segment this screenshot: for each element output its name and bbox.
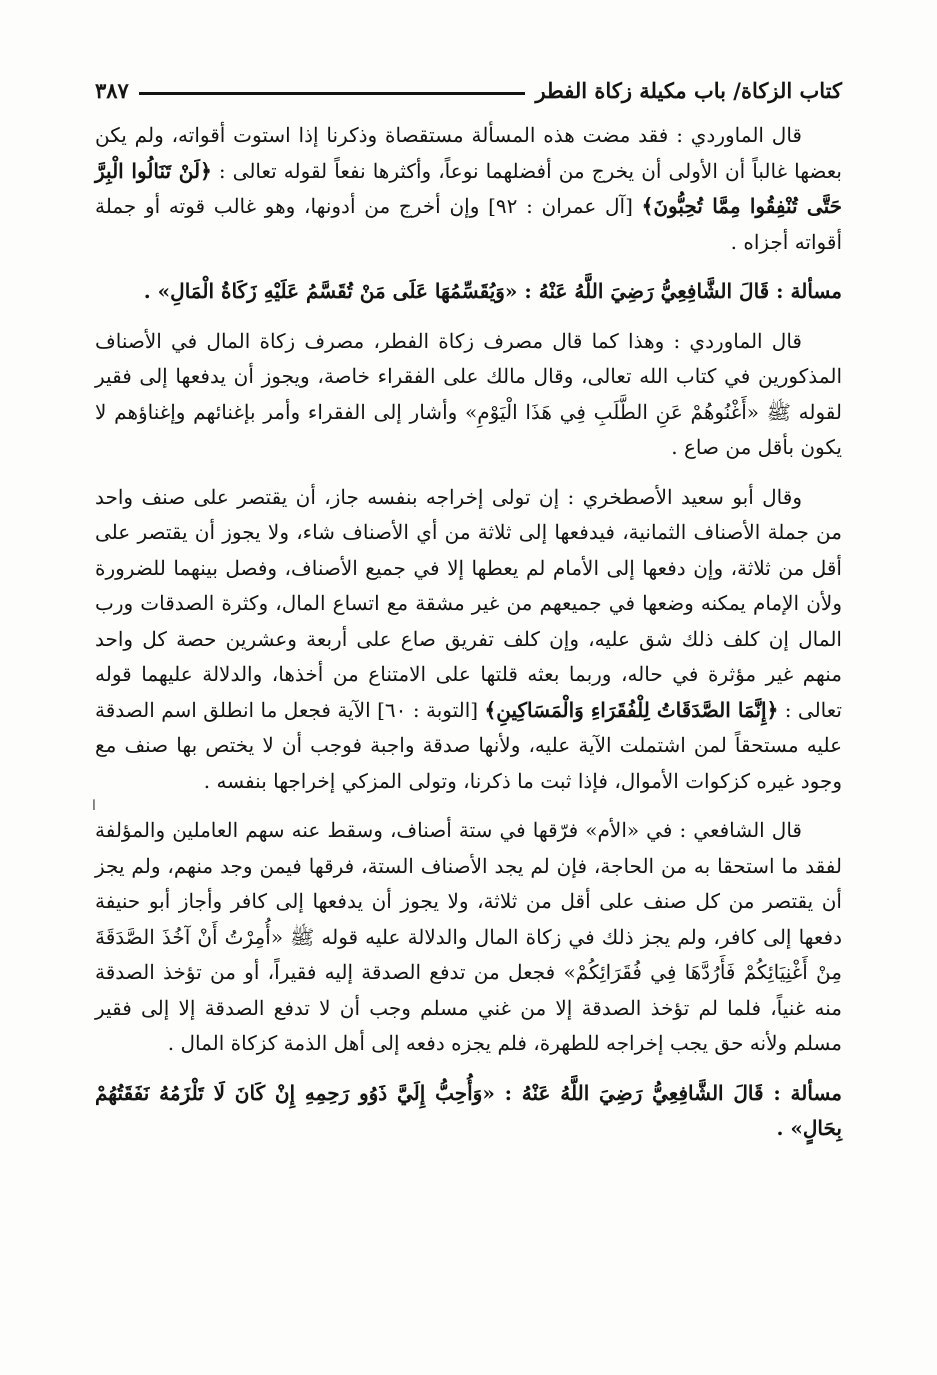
quoted-text: ﴿لَنْ تَنَالُوا الْبِرَّ حَتَّى تُنْفِقُوا مِمَّا تُحِبُّونَ﴾: [95, 158, 842, 218]
page-body: [95, 118, 842, 1147]
text-paragraph: [95, 813, 842, 1062]
text-paragraph: [95, 324, 842, 466]
masala-paragraph: [95, 1076, 842, 1147]
paragraph-text: [آل عمران : ٩٢] وإن أخرج من أدونها، وهو غالب قوته أو جملة أقواته أجزاه .: [95, 194, 842, 254]
quoted-text: ﴿إِنَّمَا الصَّدَقَاتُ لِلْفُقَرَاءِ وَالْمَسَاكِينِ﴾: [484, 697, 779, 722]
masala-paragraph: [95, 274, 842, 310]
paragraph-text: قال الشافعي : في «الأم» فرّقها في ستة أصناف، وسقط عنه سهم العاملين والمؤلفة لفقد ما استحقا به من الحاجة، فإن لم يجد الأصناف الستة، فرقها فيمن وجد منهم، ولم يجز أن يقتصر من كل صنف على أقل من ثلاثة، ولا يجوز أن يدفعها إلى كافر وأجاز أبو حنيفة دفعها إلى كافر، ولم يجز ذلك في زكاة المال والدلالة عليه قوله ﷺ «أُمِرْتُ أَنْ آخُذَ الصَّدَقَةَ مِنْ أَغْنِيَائِكُمْ فَأَرُدَّهَا فِي فُقَرَائِكُمْ» فجعل من تدفع الصدقة إليه فقيراً، أو من تؤخذ الصدقة منه غنياً، فلما لم تؤخذ الصدقة إلا من غني مسلم وجب أن لا تدفع الصدقة إلا إلى فقير مسلم ولأنه حق يجب إخراجه للطهرة، فلم يجزه دفعه إلى أهل الذمة كزكاة المال .: [95, 818, 842, 1055]
text-paragraph: [95, 118, 842, 260]
paragraph-text: [التوبة : ٦٠] الآية فجعل ما انطلق اسم الصدقة عليه مستحقاً لمن اشتملت الآية عليه، ولأنها صدقة واجبة فوجب أن لا يختص بها صنف مع وجود غيره كزكوات الأموال، فإذا ثبت ما ذكرنا، وتولى المزكي إخراجها بنفسه .: [95, 697, 843, 793]
paragraph-text: قال الماوردي : فقد مضت هذه المسألة مستقصاة وذكرنا إذا استوت أقواته، ولم يكن بعضها غالباً أن الأولى أن يخرج من أفضلهما نوعاً، وأكثرها نفعاً لقوله تعالى :: [95, 123, 842, 183]
masala-label: مسألة :: [763, 1080, 842, 1105]
quoted-text: قَالَ الشَّافِعِيُّ رَضِيَ اللَّهُ عَنْهُ : «وَيُقَسِّمُهَا عَلَى مَنْ تُقَسَّمُ عَلَيْهِ زَكَاةُ الْمَالِ» .: [143, 279, 770, 303]
chapter-title: كتاب الزكاة/ باب مكيلة زكاة الفطر: [535, 77, 842, 103]
text-paragraph: [95, 480, 842, 800]
running-header: [95, 70, 842, 110]
masala-label: مسألة :: [769, 279, 842, 303]
margin-mark: ا: [92, 798, 96, 814]
page-number: ٣٨٧: [95, 77, 129, 103]
header-rule: [139, 92, 526, 95]
paragraph-text: وقال أبو سعيد الأصطخري : إن تولى إخراجه بنفسه جاز، أن يقتصر على صنف واحد من جملة الأصناف الثمانية، فيدفعها إلى ثلاثة من أي الأصناف شاء، ولا يجوز أن يقتصر على أقل من ثلاثة، وإن دفعها إلى الأمام لم يعطها إلا في جميع الأصناف، وفصل بينهما للضرورة ولأن الإمام يمكنه وضعها في جميعهم من غير مشقة مع اتساع المال، وكثرة الصدقات ورب المال إن كلف ذلك شق عليه، وإن كلف تفريق صاع على أربعة وعشرين حصة كل واحد منهم غير مؤثرة في حاله، وربما بعثه قلتها على الامتناع من أخذها، والدلالة عليهما قوله تعالى :: [95, 484, 842, 722]
paragraph-text: قال الماوردي : وهذا كما قال مصرف زكاة الفطر، مصرف زكاة المال في الأصناف المذكورين في كتاب الله تعالى، وقال مالك على الفقراء خاصة، ويجوز أن يدفعها إلى فقير لقوله ﷺ «أَغْنُوهُمْ عَنِ الطَّلَبِ فِي هَذَا الْيَوْمِ» وأشار إلى الفقراء وأمر بإغنائهم وإغناؤهم لا يكون بأقل من صاع .: [95, 328, 842, 459]
quoted-text: قَالَ الشَّافِعِيُّ رَضِيَ اللَّهُ عَنْهُ : «وَأُحِبُّ إِلَيَّ ذَوُو رَحِمِهِ إِنْ كَانَ لَا تَلْزَمُهُ نَفَقَتُهُمْ بِحَالٍ» .: [95, 1080, 842, 1140]
